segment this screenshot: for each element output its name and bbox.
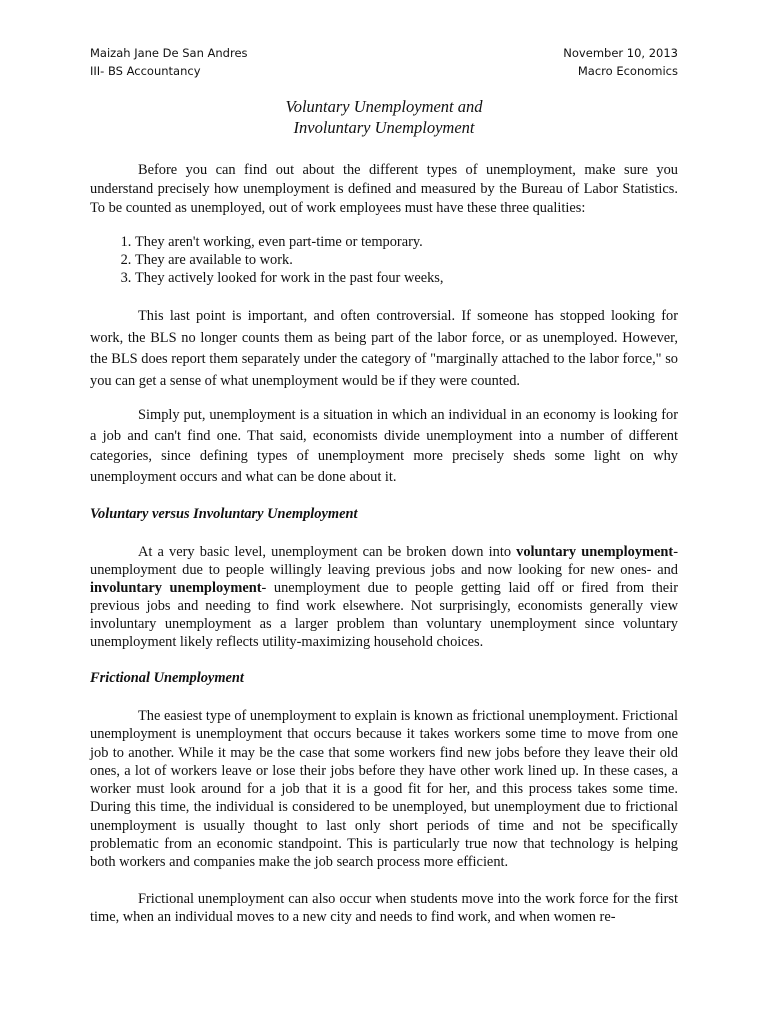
- last-point-paragraph: This last point is important, and often controversial. If someone has stopped looking for work, the BLS no longer counts them as being part of the labor force, or as unemployed. However, the BLS does report them separately under the category of "marginally attached to the labor force," so you can get a sense of what unemployment would be if they were counted.: [90, 308, 678, 389]
- qualities-list: [90, 233, 678, 287]
- frictional-paragraph-2: Frictional unemployment can also occur when students move into the work force for the first time, when an individual moves to a new city and needs to find work, and when women re-: [90, 890, 678, 926]
- term-voluntary: voluntary unemployment: [516, 544, 674, 561]
- simply-put-paragraph: Simply put, unemployment is a situation in which an individual in an economy is looking for a job and can't find one. That said, economists divide unemployment into a number of different categories, since defining types of unemployment more precisely sheds some light on why unemployment occurs and what can be done about it.: [90, 407, 678, 485]
- course-name: III- BS Accountancy: [90, 64, 201, 78]
- author-name: Maizah Jane De San Andres: [90, 46, 248, 60]
- list-item: 3. They actively looked for work in the past four weeks,: [135, 269, 678, 287]
- voluntary-text-b: - unemployment due to people willingly leaving previous jobs and now looking for new ones- and: [90, 544, 678, 579]
- title-line-1: Voluntary Unemployment and: [285, 97, 483, 116]
- document-date: November 10, 2013: [563, 46, 678, 60]
- voluntary-section-heading: Voluntary versus Involuntary Unemployment: [90, 506, 358, 523]
- voluntary-text-a: At a very basic level, unemployment can be broken down into: [138, 544, 517, 561]
- list-item: 2. They are available to work.: [135, 251, 678, 269]
- voluntary-text-c: - unemployment due to people getting laid off or fired from their previous jobs and needing to find work elsewhere. Not surprisingly, economists generally view involuntary unemployment as a larger problem than voluntary unemployment since voluntary unemployment likely reflects utility-maximizing household choices.: [90, 580, 678, 651]
- header-left: [90, 44, 248, 80]
- term-involuntary: involuntary unemployment: [90, 580, 262, 597]
- frictional-section-heading: Frictional Unemployment: [90, 670, 244, 687]
- document-body: [90, 96, 678, 927]
- intro-paragraph: Before you can find out about the different types of unemployment, make sure you understand precisely how unemployment is defined and measured by the Bureau of Labor Statistics. To be counted as unemployed, out of work employees must have these three qualities:: [90, 162, 678, 216]
- document-title: [90, 96, 678, 138]
- list-item: 1. They aren't working, even part-time or temporary.: [135, 233, 678, 251]
- subject-name: Macro Economics: [577, 64, 678, 78]
- frictional-paragraph-1: The easiest type of unemployment to explain is known as frictional unemployment. Frictional unemployment is unemployment that occurs because it takes workers some time to move from one job to another. While it may be the case that some workers find new jobs before they leave their old ones, a lot of workers leave or lose their jobs before they have other work lined up. In these cases, a worker must look around for a job that it is a good fit for her, and this process takes some time. During this time, the individual is considered to be unemployed, but unemployment due to frictional unemployment is usually thought to last only short periods of time and not be specifically problematic from an economic standpoint. This is particularly true now that technology is helping both workers and companies make the job search process more efficient.: [90, 707, 678, 871]
- voluntary-paragraph: [90, 543, 678, 651]
- title-line-2: Involuntary Unemployment: [293, 118, 475, 137]
- header-right: [563, 44, 678, 80]
